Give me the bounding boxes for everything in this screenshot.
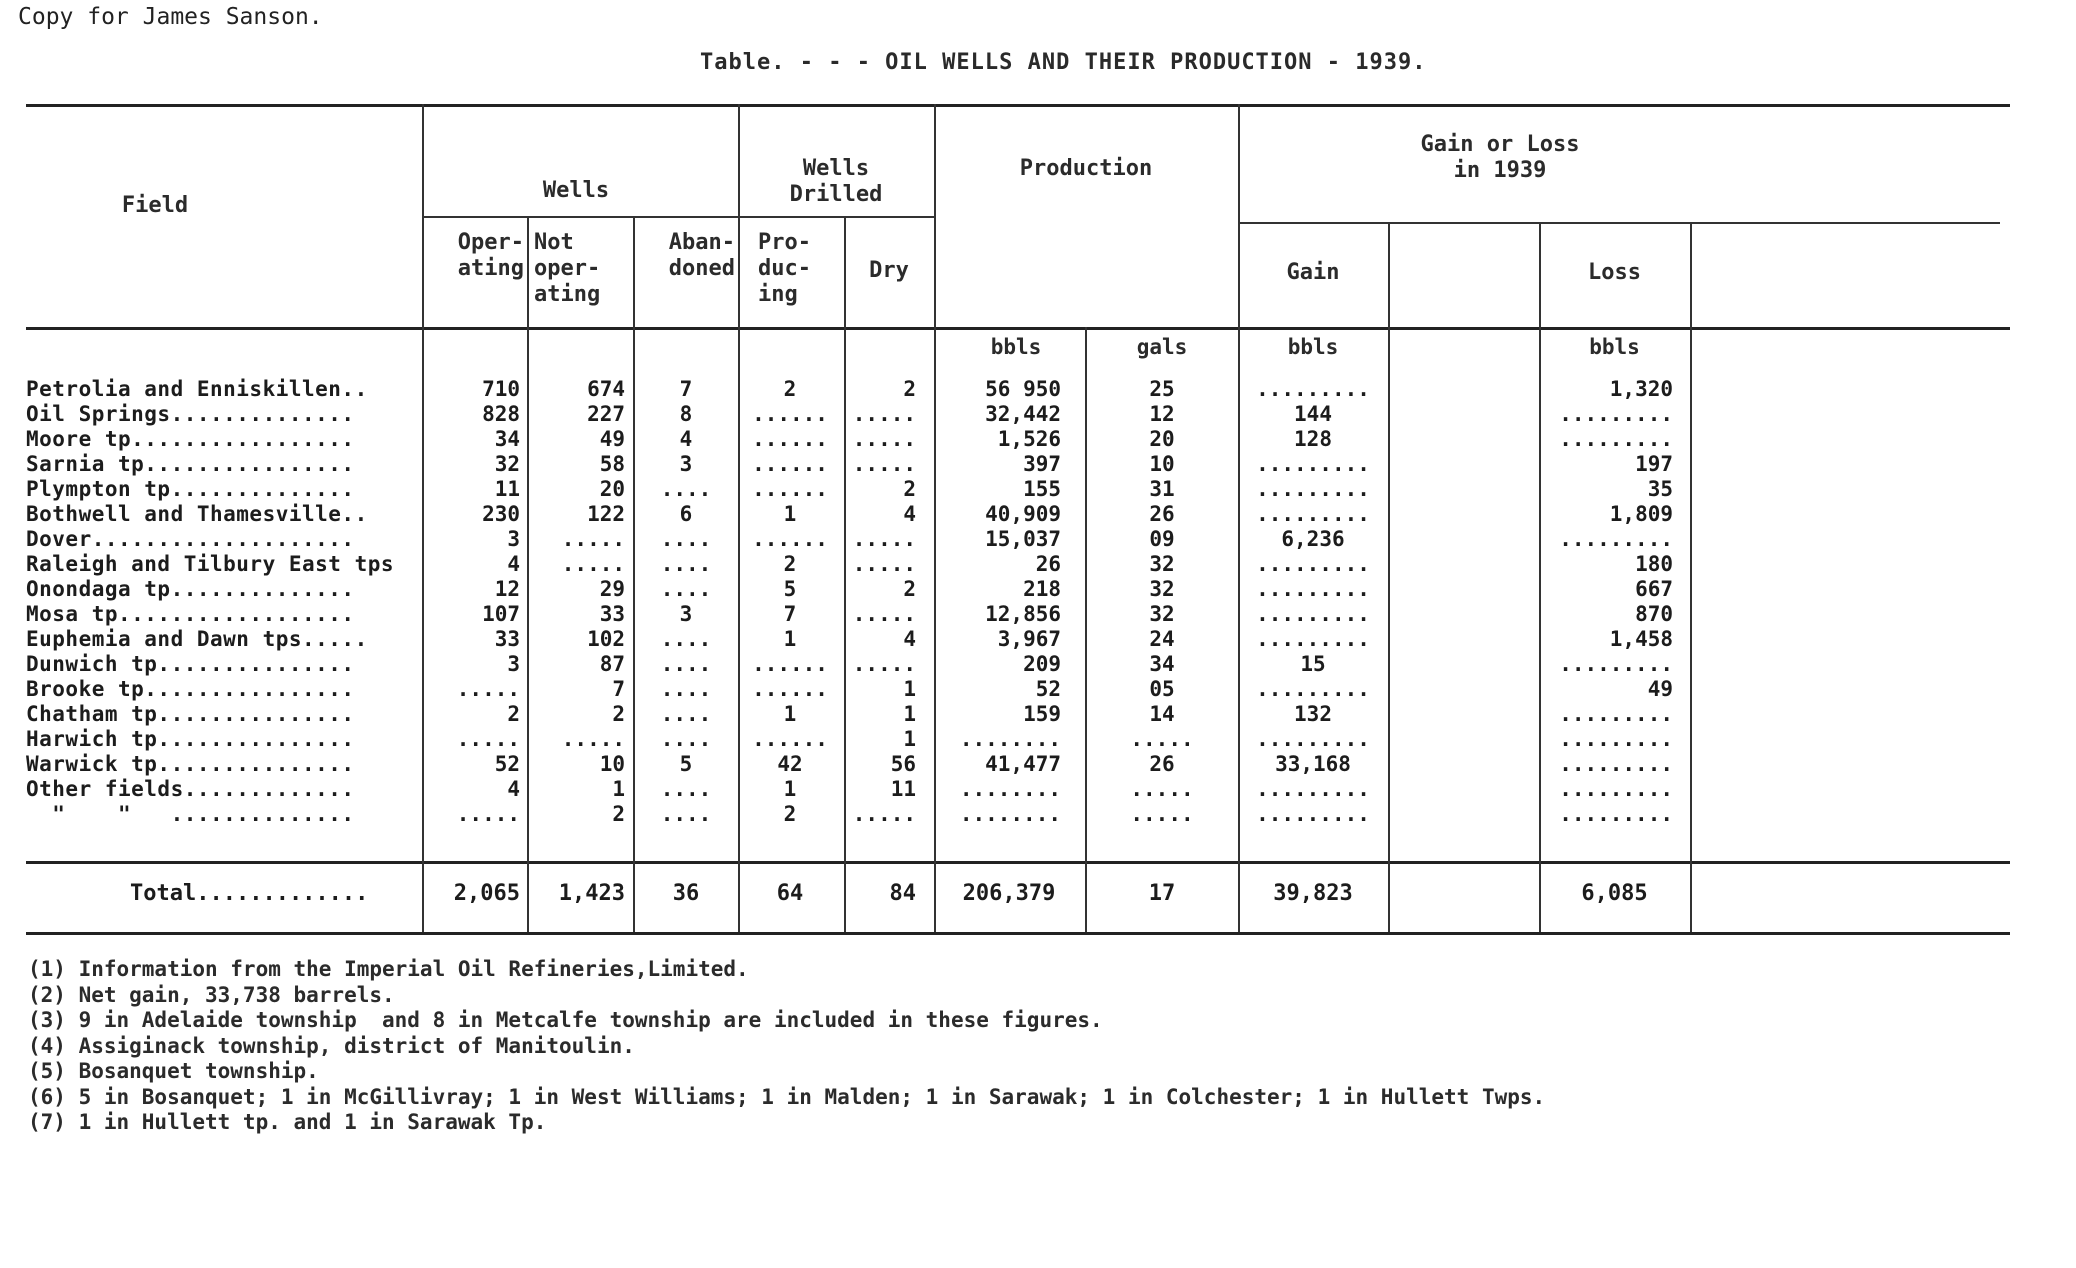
cell-gals: 14 [1149,702,1175,726]
header-production: Production [1019,156,1153,181]
cell-field: Dunwich tp............... [26,652,355,676]
table-title: Table. - - - OIL WELLS AND THEIR PRODUCTION - 1939. [700,50,1427,75]
cell-not-operating: 49 [599,427,625,451]
total-loss: 6,085 [1581,881,1648,906]
table-row [0,477,2076,502]
cell-producing: 2 [783,377,797,401]
cell-operating: 11 [494,477,520,501]
table-row [0,377,2076,402]
cell-gain: ......... [1256,627,1370,651]
cell-loss: ......... [1559,727,1673,751]
cell-abandoned: .... [660,527,712,551]
cell-bbls: 15,037 [985,527,1061,551]
cell-abandoned: .... [660,652,712,676]
header-operating: Oper- ating [457,230,524,281]
cell-gain: ......... [1256,727,1370,751]
cell-bbls: 12,856 [985,602,1061,626]
cell-abandoned: .... [660,677,712,701]
total-producing: 64 [776,881,804,906]
rule-gain-sub [1238,222,2000,224]
footnote: (7) 1 in Hullett tp. and 1 in Sarawak Tp. [28,1110,547,1134]
cell-bbls: 32,442 [985,402,1061,426]
cell-loss: 35 [1647,477,1673,501]
cell-field: Sarnia tp................ [26,452,355,476]
table-row [0,502,2076,527]
cell-abandoned: .... [660,552,712,576]
cell-gals: 05 [1149,677,1175,701]
cell-abandoned: 4 [679,427,693,451]
total-operating: 2,065 [453,881,520,906]
total-dry: 84 [889,881,916,906]
cell-abandoned: .... [660,627,712,651]
cell-producing: 7 [783,602,797,626]
cell-abandoned: 6 [679,502,693,526]
cell-producing: ...... [752,727,828,751]
cell-abandoned: 3 [679,602,693,626]
cell-gain: 33,168 [1275,752,1351,776]
cell-dry: 2 [903,577,916,601]
rule-total-top [26,861,2010,864]
cell-gals: 32 [1149,552,1175,576]
header-not-operating: Not oper- ating [534,230,601,307]
cell-producing: 1 [783,627,797,651]
cell-bbls: 155 [1023,477,1061,501]
cell-operating: 3 [507,527,520,551]
cell-gals: 10 [1149,452,1175,476]
cell-loss: 197 [1635,452,1673,476]
cell-field: Other fields............. [26,777,355,801]
unit-gain-bbls: bbls [1287,335,1339,359]
header-dry: Dry [869,258,909,283]
cell-operating: ..... [456,802,520,826]
cell-loss: ......... [1559,402,1673,426]
cell-bbls: ........ [959,777,1061,801]
cell-loss: 667 [1635,577,1673,601]
rule-header-bottom [26,327,2010,330]
cell-gals: 09 [1149,527,1175,551]
cell-gain: ......... [1256,777,1370,801]
cell-field: Moore tp................. [26,427,355,451]
cell-producing: ...... [752,427,828,451]
cell-bbls: 159 [1023,702,1061,726]
cell-operating: 710 [482,377,520,401]
cell-gain: ......... [1256,577,1370,601]
cell-gals: ..... [1130,802,1194,826]
cell-loss: 180 [1635,552,1673,576]
cell-gain: 144 [1294,402,1332,426]
cell-field: Mosa tp.................. [26,602,355,626]
cell-operating: 828 [482,402,520,426]
unit-gals: gals [1136,335,1188,359]
cell-dry: 56 [890,752,916,776]
cell-bbls: 397 [1023,452,1061,476]
cell-dry: ..... [852,552,916,576]
cell-loss: ......... [1559,652,1673,676]
cell-gain: 128 [1294,427,1332,451]
cell-operating: ..... [456,677,520,701]
cell-field: Oil Springs.............. [26,402,355,426]
cell-operating: 3 [507,652,520,676]
cell-dry: 1 [903,702,916,726]
cell-abandoned: .... [660,777,712,801]
cell-bbls: 1,526 [997,427,1061,451]
footnote: (5) Bosanquet township. [28,1059,319,1083]
copy-note: Copy for James Sanson. [18,4,323,30]
table-row [0,752,2076,777]
cell-producing: 1 [783,502,797,526]
total-gals: 17 [1148,881,1176,906]
header-gain: Gain [1286,260,1340,285]
cell-not-operating: 10 [599,752,625,776]
cell-abandoned: 3 [679,452,693,476]
cell-not-operating: ..... [561,552,625,576]
table-row [0,677,2076,702]
cell-producing: ...... [752,527,828,551]
cell-operating: 12 [494,577,520,601]
cell-field: Chatham tp............... [26,702,355,726]
cell-producing: ...... [752,452,828,476]
cell-not-operating: 122 [587,502,625,526]
cell-not-operating: 7 [612,677,625,701]
cell-bbls: 52 [1035,677,1061,701]
cell-operating: 52 [494,752,520,776]
cell-field: Onondaga tp.............. [26,577,355,601]
cell-operating: 32 [494,452,520,476]
cell-gals: 26 [1149,502,1175,526]
cell-bbls: 218 [1023,577,1061,601]
cell-bbls: 40,909 [985,502,1061,526]
cell-gals: 31 [1149,477,1175,501]
cell-bbls: ........ [959,727,1061,751]
footnote: (4) Assiginack township, district of Manitoulin. [28,1033,635,1058]
cell-dry: 1 [903,677,916,701]
table-row [0,402,2076,427]
cell-operating: ..... [456,727,520,751]
header-gain-or-loss: Gain or Loss in 1939 [1420,132,1580,183]
cell-bbls: 209 [1023,652,1061,676]
cell-bbls: 26 [1035,552,1061,576]
cell-abandoned: .... [660,577,712,601]
unit-loss-bbls: bbls [1589,335,1640,359]
cell-gain: ......... [1256,377,1370,401]
cell-field: Harwich tp............... [26,727,355,751]
cell-producing: 2 [783,802,797,826]
cell-operating: 230 [482,502,520,526]
cell-bbls: 41,477 [985,752,1061,776]
total-row [0,880,2076,908]
cell-dry: 4 [903,627,916,651]
table-row [0,552,2076,577]
cell-abandoned: .... [660,727,712,751]
cell-abandoned: 5 [679,752,693,776]
cell-loss: ......... [1559,752,1673,776]
cell-gain: ......... [1256,677,1370,701]
unit-bbls: bbls [990,335,1042,359]
header-wells: Wells [542,178,610,203]
cell-dry: 2 [903,377,916,401]
cell-not-operating: 2 [612,702,625,726]
cell-abandoned: 8 [679,402,693,426]
cell-bbls: ........ [959,802,1061,826]
cell-not-operating: 102 [587,627,625,651]
cell-operating: 2 [507,702,520,726]
cell-producing: ...... [752,652,828,676]
cell-not-operating: 674 [587,377,625,401]
cell-not-operating: ..... [561,727,625,751]
table-row [0,727,2076,752]
cell-producing: 5 [783,577,797,601]
cell-dry: ..... [852,802,916,826]
cell-gals: 12 [1149,402,1175,426]
cell-gals: 34 [1149,652,1175,676]
cell-gals: 25 [1149,377,1175,401]
cell-abandoned: .... [660,802,712,826]
cell-field: " " .............. [26,802,355,826]
cell-operating: 4 [507,777,520,801]
cell-gals: ..... [1130,777,1194,801]
cell-field: Raleigh and Tilbury East tps [26,552,395,576]
total-label: Total............. [130,881,369,906]
cell-operating: 33 [494,627,520,651]
table-row [0,427,2076,452]
cell-not-operating: 20 [599,477,625,501]
footnotes [28,957,1545,1136]
cell-gals: 24 [1149,627,1175,651]
rule-bottom [26,932,2010,935]
cell-producing: ...... [752,477,828,501]
cell-not-operating: 1 [612,777,625,801]
cell-dry: ..... [852,602,916,626]
table-row [0,452,2076,477]
cell-loss: ......... [1559,702,1673,726]
cell-not-operating: 87 [599,652,625,676]
cell-loss: ......... [1559,802,1673,826]
footnote: (3) 9 in Adelaide township and 8 in Metcalfe township are included in these figures. [28,1008,1103,1032]
cell-gain: 6,236 [1281,527,1345,551]
cell-gain: ......... [1256,602,1370,626]
cell-producing: 1 [783,702,797,726]
total-not-operating: 1,423 [558,881,625,906]
header-loss: Loss [1588,260,1641,285]
cell-field: Plympton tp.............. [26,477,355,501]
total-abandoned: 36 [672,881,700,906]
cell-dry: ..... [852,452,916,476]
cell-loss: 1,458 [1609,627,1673,651]
cell-not-operating: ..... [561,527,625,551]
cell-field: Euphemia and Dawn tps..... [26,627,368,651]
cell-producing: 42 [777,752,803,776]
cell-operating: 34 [494,427,520,451]
table-row [0,802,2076,827]
cell-gain: ......... [1256,452,1370,476]
cell-producing: ...... [752,677,828,701]
cell-gain: ......... [1256,502,1370,526]
total-bbls: 206,379 [962,881,1056,906]
cell-loss: ......... [1559,527,1673,551]
cell-abandoned: 7 [679,377,693,401]
cell-dry: ..... [852,652,916,676]
cell-field: Bothwell and Thamesville.. [26,502,368,526]
rule-wells-sub [424,216,934,218]
cell-field: Brooke tp................ [26,677,355,701]
header-field: Field [121,193,189,218]
cell-loss: ......... [1559,777,1673,801]
cell-not-operating: 33 [599,602,625,626]
table-row [0,602,2076,627]
cell-abandoned: .... [660,702,712,726]
cell-dry: ..... [852,427,916,451]
cell-loss: 1,809 [1609,502,1673,526]
cell-abandoned: .... [660,477,712,501]
cell-dry: ..... [852,402,916,426]
cell-not-operating: 2 [612,802,625,826]
cell-gain: ......... [1256,552,1370,576]
table-row [0,652,2076,677]
cell-field: Warwick tp............... [26,752,355,776]
cell-gals: 26 [1149,752,1175,776]
cell-dry: 4 [903,502,916,526]
cell-loss: ......... [1559,427,1673,451]
cell-producing: 2 [783,552,797,576]
cell-operating: 107 [482,602,520,626]
header-producing: Pro- duc- ing [758,230,811,307]
cell-gain: ......... [1256,802,1370,826]
footnote: (6) 5 in Bosanquet; 1 in McGillivray; 1 in West Williams; 1 in Malden; 1 in Sarawak; 1 in Colchester; 1 in Hullett Twps. [28,1084,1546,1109]
cell-dry: 11 [890,777,916,801]
header-wells-drilled: Wells Drilled [789,156,883,207]
table-row [0,777,2076,802]
footnote: (1) Information from the Imperial Oil Refineries,Limited. [28,957,749,981]
cell-loss: 1,320 [1609,377,1673,401]
total-gain: 39,823 [1273,881,1353,906]
cell-gain: ......... [1256,477,1370,501]
cell-dry: 1 [903,727,916,751]
cell-producing: ...... [752,402,828,426]
cell-bbls: 56 950 [985,377,1061,401]
cell-not-operating: 29 [599,577,625,601]
cell-dry: ..... [852,527,916,551]
table-row [0,702,2076,727]
cell-field: Petrolia and Enniskillen.. [26,377,368,401]
cell-gals: 32 [1149,602,1175,626]
cell-field: Dover.................... [26,527,355,551]
cell-gain: 132 [1294,702,1332,726]
cell-dry: 2 [903,477,916,501]
cell-not-operating: 227 [587,402,625,426]
rule-top [26,104,2010,107]
cell-loss: 49 [1647,677,1673,701]
cell-producing: 1 [783,777,797,801]
cell-gals: ..... [1130,727,1194,751]
cell-gals: 20 [1149,427,1175,451]
cell-gain: 15 [1300,652,1326,676]
cell-not-operating: 58 [599,452,625,476]
footnote: (2) Net gain, 33,738 barrels. [28,982,395,1007]
cell-operating: 4 [507,552,520,576]
header-abandoned: Aban- doned [668,230,735,281]
cell-bbls: 3,967 [997,627,1061,651]
table-row [0,577,2076,602]
table-row [0,627,2076,652]
cell-gals: 32 [1149,577,1175,601]
table-row [0,527,2076,552]
cell-loss: 870 [1635,602,1673,626]
